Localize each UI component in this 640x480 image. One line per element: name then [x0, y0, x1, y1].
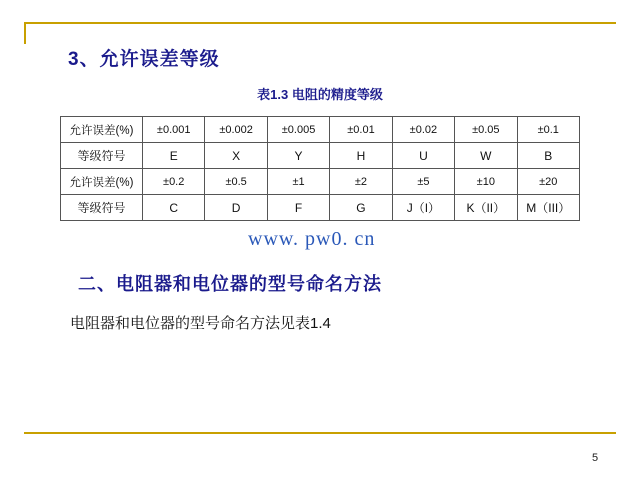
table-cell: ±1 — [267, 169, 329, 195]
table-cell: ±20 — [517, 169, 579, 195]
table-cell: X — [205, 143, 267, 169]
body-text: 电阻器和电位器的型号命名方法见表1.4 — [70, 315, 331, 332]
table-row — [61, 117, 580, 143]
table-cell: D — [205, 195, 267, 221]
table-cell: G — [330, 195, 392, 221]
bottom-divider-line — [24, 432, 616, 434]
table-cell: H — [330, 143, 392, 169]
section-heading-naming-method: 二、电阻器和电位器的型号命名方法 — [78, 274, 382, 294]
table-cell: 等级符号 — [61, 143, 143, 169]
page-number: 5 — [592, 452, 599, 464]
table-cell: 允许误差(%) — [61, 169, 143, 195]
table-cell: ±2 — [330, 169, 392, 195]
table-cell: ±0.1 — [517, 117, 579, 143]
table-cell: K（II） — [455, 195, 517, 221]
table-cell: F — [267, 195, 329, 221]
resistance-precision-table — [60, 116, 580, 221]
table-cell: ±0.05 — [455, 117, 517, 143]
table-cell: B — [517, 143, 579, 169]
table-cell: ±0.005 — [267, 117, 329, 143]
table-cell: ±0.02 — [392, 117, 454, 143]
table-cell: ±0.01 — [330, 117, 392, 143]
table-caption: 表1.3 电阻的精度等级 — [257, 87, 383, 102]
table-row — [61, 169, 580, 195]
table-cell: U — [392, 143, 454, 169]
table-cell: ±0.2 — [143, 169, 205, 195]
watermark-text: www. pw0. cn — [248, 228, 376, 250]
table-cell: 等级符号 — [61, 195, 143, 221]
table-cell: ±0.002 — [205, 117, 267, 143]
table-cell: Y — [267, 143, 329, 169]
left-accent-line — [24, 22, 26, 44]
table-row — [61, 143, 580, 169]
table-cell: ±0.5 — [205, 169, 267, 195]
table-cell: 允许误差(%) — [61, 117, 143, 143]
table-cell: W — [455, 143, 517, 169]
table-cell: E — [143, 143, 205, 169]
table-row — [61, 195, 580, 221]
table-cell: J（I） — [392, 195, 454, 221]
table-cell: M（III） — [517, 195, 579, 221]
section-heading-tolerance-grade: 3、允许误差等级 — [68, 49, 220, 70]
table-cell: C — [143, 195, 205, 221]
top-divider-line — [24, 22, 616, 24]
table-cell: ±10 — [455, 169, 517, 195]
table-cell: ±5 — [392, 169, 454, 195]
table-cell: ±0.001 — [143, 117, 205, 143]
